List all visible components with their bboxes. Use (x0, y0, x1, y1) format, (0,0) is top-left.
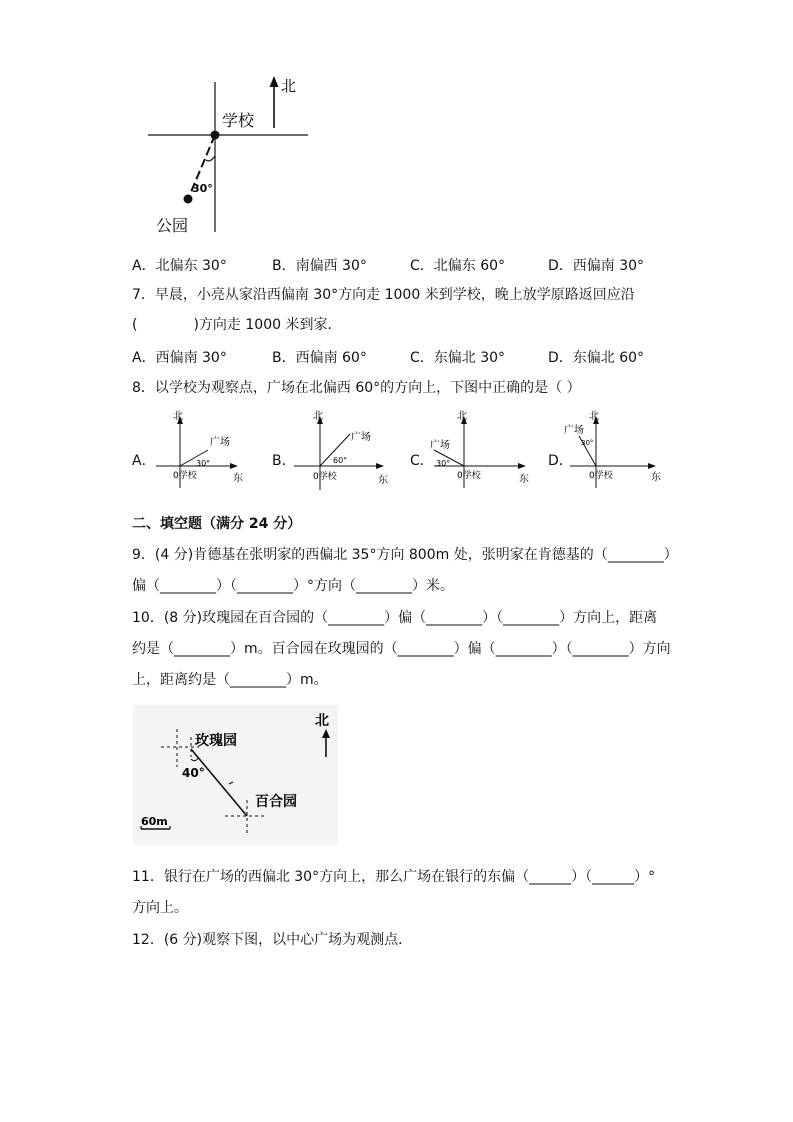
svg-text:东: 东 (378, 475, 388, 486)
q8-diagram-c (428, 408, 538, 498)
q9-line2: 偏（________）（________）°方向（________）米。 (132, 578, 454, 594)
section-title: 二、填空题（满分 24 分） (132, 516, 302, 532)
svg-text:东: 东 (519, 474, 529, 485)
svg-text:北: 北 (457, 411, 467, 422)
q7-line1: 7．早晨，小亮从家沿西偏南 30°方向走 1000 米到学校，晚上放学原路返回应沿 (132, 287, 635, 303)
q7-line2: ( )方向走 1000 米到家． (132, 317, 342, 333)
q6-option-c[interactable]: C．北偏东 60° (410, 258, 506, 274)
q8-option-a[interactable] (130, 408, 255, 498)
school-park-figure (140, 70, 320, 240)
svg-text:北: 北 (313, 411, 323, 422)
svg-text:东: 东 (233, 473, 243, 484)
rose-lily-figure (133, 705, 338, 845)
svg-text:北: 北 (173, 411, 183, 422)
svg-text:0学校: 0学校 (313, 472, 337, 482)
q7-option-d[interactable]: D．东偏北 60° (548, 350, 645, 366)
rose-label: 玫瑰园 (195, 733, 237, 749)
q9-line1: 9．(4 分)肯德基在张明家的西偏北 35°方向 800m 处，张明家在肯德基的（________） (132, 547, 678, 563)
svg-text:广场: 广场 (351, 432, 371, 443)
q8-option-b[interactable] (270, 408, 400, 498)
q7-option-b[interactable]: B．西偏南 60° (272, 350, 367, 366)
q8-text: 8．以学校为观察点，广场在北偏西 60°的方向上，下图中正确的是（ ） (132, 380, 581, 396)
svg-text:0学校: 0学校 (589, 471, 613, 481)
q8-option-d[interactable] (546, 408, 671, 498)
q7-option-c[interactable]: C．东偏北 30° (410, 350, 506, 366)
scale-label: 60m (141, 815, 168, 828)
svg-text:广场: 广场 (564, 425, 584, 436)
q12-text: 12．(6 分)观察下图，以中心广场为观测点． (132, 932, 413, 948)
q10-line2: 约是（________）m。百合园在玫瑰园的（________）偏（________）（________）方向 (132, 641, 671, 657)
svg-text:60°: 60° (333, 456, 348, 465)
north-label: 北 (315, 713, 329, 729)
q10-line1: 10．(8 分)玫瑰园在百合园的（________）偏（________）（________）方向上，距离 (132, 610, 658, 626)
q7-option-a[interactable]: A．西偏南 30° (132, 350, 227, 366)
svg-text:0学校: 0学校 (457, 471, 481, 481)
svg-text:30°: 30° (196, 459, 211, 468)
q6-option-a[interactable]: A．北偏东 30° (132, 258, 227, 274)
angle-label: 40° (182, 766, 205, 780)
q11-line1: 11．银行在广场的西偏北 30°方向上，那么广场在银行的东偏（______）（______）° (132, 869, 656, 885)
q11-line2: 方向上。 (132, 900, 188, 916)
north-label: 北 (281, 77, 297, 95)
q10-line3: 上，距离约是（________）m。 (132, 672, 328, 688)
svg-text:东: 东 (651, 472, 661, 483)
q8-diagram-b (288, 408, 400, 498)
svg-text:0学校: 0学校 (173, 471, 197, 481)
q8-option-c-letter: C． (410, 453, 434, 469)
q8-option-a-letter: A． (132, 453, 156, 469)
q8-diagram-a (150, 408, 255, 498)
svg-text:30°: 30° (581, 439, 594, 447)
school-label: 学校 (222, 111, 255, 130)
lily-label: 百合园 (255, 794, 297, 810)
q8-option-c[interactable] (408, 408, 538, 498)
q6-option-d[interactable]: D．西偏南 30° (548, 258, 645, 274)
svg-text:广场: 广场 (430, 440, 450, 451)
q8-option-b-letter: B． (272, 453, 296, 469)
park-label: 公园 (156, 216, 189, 235)
svg-text:30°: 30° (436, 459, 451, 468)
svg-text:广场: 广场 (210, 437, 230, 448)
svg-text:北: 北 (589, 411, 599, 422)
q6-option-b[interactable]: B．南偏西 30° (272, 258, 367, 274)
q8-diagram-d (564, 408, 671, 498)
angle-label: 30° (192, 182, 213, 195)
q8-option-d-letter: D． (548, 453, 573, 469)
